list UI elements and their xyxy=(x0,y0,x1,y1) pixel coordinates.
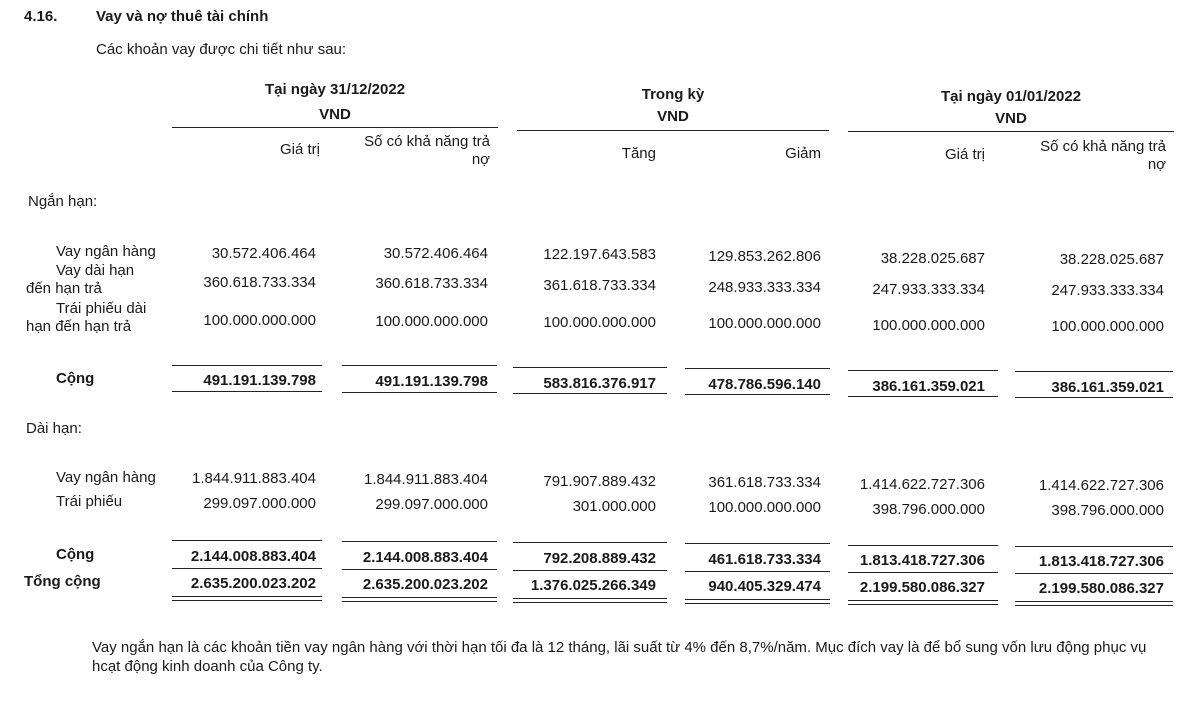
total-rule xyxy=(1015,573,1173,574)
cell-value: 100.000.000.000 xyxy=(708,315,821,332)
grand-total-value: 2.635.200.023.202 xyxy=(362,576,488,593)
total-value: 491.191.139.798 xyxy=(375,373,488,390)
row-label: Vay ngân hàng xyxy=(56,243,156,260)
total-value: 1.813.418.727.306 xyxy=(859,552,985,569)
total-rule xyxy=(513,393,667,394)
cell-value: 360.618.733.334 xyxy=(203,274,316,291)
grand-total-value: 2.199.580.086.327 xyxy=(859,579,985,596)
total-label: Cộng xyxy=(56,370,95,387)
cell-value: 129.853.262.806 xyxy=(708,248,821,265)
cell-value: 361.618.733.334 xyxy=(708,474,821,491)
total-value: 1.813.418.727.306 xyxy=(1038,553,1164,570)
total-value: 583.816.376.917 xyxy=(543,375,656,392)
subtotal-rule xyxy=(342,541,497,542)
cell-value: 100.000.000.000 xyxy=(872,317,985,334)
cell-value: 791.907.889.432 xyxy=(543,473,656,490)
col-header-decrease: Giảm xyxy=(785,145,821,162)
total-value: 461.618.733.334 xyxy=(708,551,821,568)
subtotal-rule xyxy=(848,370,998,371)
cell-value: 100.000.000.000 xyxy=(708,499,821,516)
total-value: 386.161.359.021 xyxy=(1051,379,1164,396)
cell-value: 122.197.643.583 xyxy=(543,246,656,263)
row-label: Trái phiếu xyxy=(56,493,123,510)
subtotal-rule xyxy=(172,365,322,366)
total-value: 386.161.359.021 xyxy=(872,378,985,395)
cell-value: 247.933.333.334 xyxy=(1051,282,1164,299)
total-rule xyxy=(513,570,667,571)
grand-total-value: 2.199.580.086.327 xyxy=(1038,580,1164,597)
col-header-repay-end-line1: Số có khả năng trả xyxy=(364,133,490,150)
grand-total-double-rule xyxy=(848,600,998,605)
cell-value: 360.618.733.334 xyxy=(375,275,488,292)
grand-total-double-rule xyxy=(1015,601,1173,606)
cell-value: 1.414.622.727.306 xyxy=(859,476,985,493)
subtotal-rule xyxy=(848,545,998,546)
col-header-increase: Tăng xyxy=(621,145,656,162)
cell-value: 1.844.911.883.404 xyxy=(363,471,488,488)
cell-value: 38.228.025.687 xyxy=(880,250,985,267)
subtotal-rule xyxy=(172,540,322,541)
col-header-repay-start-line1: Số có khả năng trả xyxy=(1040,138,1166,155)
subtotal-rule xyxy=(513,367,667,368)
cell-value: 38.228.025.687 xyxy=(1059,251,1164,268)
grand-total-double-rule xyxy=(513,598,667,603)
section-number: 4.16. xyxy=(24,8,58,25)
total-label: Cộng xyxy=(56,546,95,563)
group-header-period-unit: VND xyxy=(657,108,689,125)
group-header-end-unit: VND xyxy=(319,106,351,123)
total-rule xyxy=(1015,397,1173,398)
total-value: 2.144.008.883.404 xyxy=(362,549,488,566)
cell-value: 30.572.406.464 xyxy=(211,245,316,262)
section-title: Vay và nợ thuê tài chính xyxy=(96,8,269,25)
total-value: 478.786.596.140 xyxy=(708,376,821,393)
footnote-paragraph: Vay ngắn hạn là các khoản tiền vay ngân hàng với thời hạn tối đa là 12 tháng, lãi suất từ 4% đến 8,7%/năm. Mục đích vay là để bổ sung vốn lưu động phục vụ hcạt động kinh doanh của Công ty. xyxy=(92,639,1147,675)
row-label-line1: Trái phiếu dài xyxy=(56,300,147,317)
subtotal-rule xyxy=(513,542,667,543)
cell-value: 247.933.333.334 xyxy=(872,281,985,298)
cell-value: 248.933.333.334 xyxy=(708,279,821,296)
section-label-short-term: Ngắn hạn: xyxy=(28,193,98,210)
group-header-start-rule xyxy=(848,131,1174,132)
col-header-repay-end-line2: nợ xyxy=(471,151,490,168)
total-rule xyxy=(848,396,998,397)
subtotal-rule xyxy=(1015,546,1173,547)
cell-value: 299.097.000.000 xyxy=(375,496,488,513)
cell-value: 100.000.000.000 xyxy=(203,312,316,329)
total-rule xyxy=(685,394,830,395)
subtotal-rule xyxy=(685,543,830,544)
subtotal-rule xyxy=(342,365,497,366)
row-label-line2: đến hạn trả xyxy=(26,280,102,297)
section-intro: Các khoản vay được chi tiết như sau: xyxy=(96,41,347,58)
grand-total-double-rule xyxy=(685,599,830,604)
grand-total-double-rule xyxy=(342,597,497,602)
subtotal-rule xyxy=(1015,371,1173,372)
subtotal-rule xyxy=(685,368,830,369)
grand-total-label: Tổng cộng xyxy=(24,573,101,590)
cell-value: 100.000.000.000 xyxy=(543,314,656,331)
group-header-start-title: Tại ngày 01/01/2022 xyxy=(940,88,1082,105)
total-rule xyxy=(342,569,497,570)
total-value: 2.144.008.883.404 xyxy=(190,548,316,565)
group-header-end-title: Tại ngày 31/12/2022 xyxy=(264,81,406,98)
total-rule xyxy=(172,568,322,569)
total-rule xyxy=(172,391,322,392)
cell-value: 398.796.000.000 xyxy=(1051,502,1164,519)
group-header-period-title: Trong kỳ xyxy=(641,86,705,103)
grand-total-value: 940.405.329.474 xyxy=(708,578,821,595)
row-label: Vay ngân hàng xyxy=(56,469,156,486)
group-header-start-unit: VND xyxy=(995,110,1027,127)
total-rule xyxy=(848,572,998,573)
cell-value: 299.097.000.000 xyxy=(203,495,316,512)
total-rule xyxy=(685,571,830,572)
grand-total-value: 2.635.200.023.202 xyxy=(190,575,316,592)
group-header-end-rule xyxy=(172,127,498,128)
cell-value: 361.618.733.334 xyxy=(543,277,656,294)
cell-value: 398.796.000.000 xyxy=(872,501,985,518)
row-label-line1: Vay dài hạn xyxy=(56,262,135,279)
grand-total-double-rule xyxy=(172,596,322,601)
cell-value: 100.000.000.000 xyxy=(1051,318,1164,335)
col-header-value-start: Giá trị xyxy=(944,146,985,163)
cell-value: 1.414.622.727.306 xyxy=(1038,477,1164,494)
row-label-line2: hạn đến hạn trả xyxy=(26,318,132,335)
total-rule xyxy=(342,392,497,393)
total-value: 491.191.139.798 xyxy=(203,372,316,389)
cell-value: 301.000.000 xyxy=(572,498,656,515)
total-value: 792.208.889.432 xyxy=(543,550,656,567)
grand-total-value: 1.376.025.266.349 xyxy=(530,577,656,594)
section-label-long-term: Dài hạn: xyxy=(26,420,82,437)
cell-value: 30.572.406.464 xyxy=(383,245,488,262)
col-header-value-end: Giá trị xyxy=(279,141,320,158)
cell-value: 1.844.911.883.404 xyxy=(191,470,316,487)
group-header-period-rule xyxy=(517,130,829,131)
col-header-repay-start-line2: nợ xyxy=(1147,156,1166,173)
cell-value: 100.000.000.000 xyxy=(375,313,488,330)
